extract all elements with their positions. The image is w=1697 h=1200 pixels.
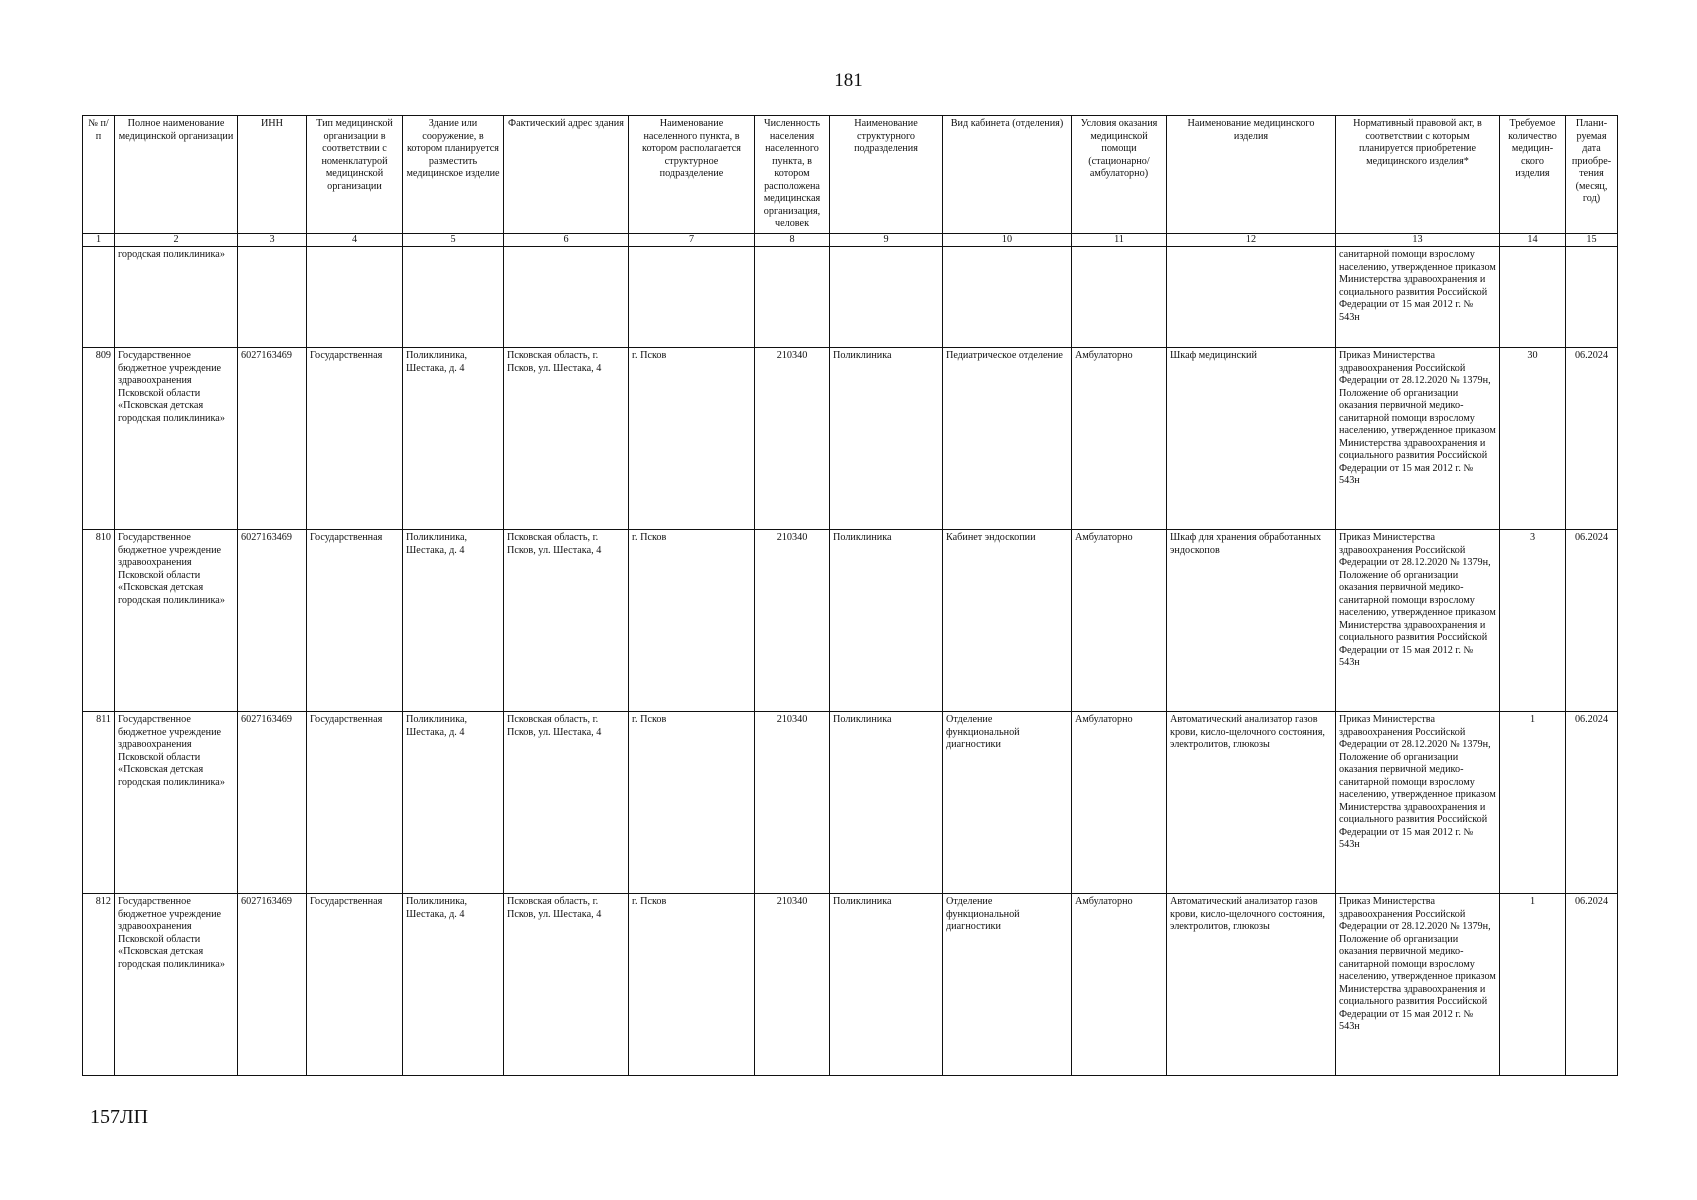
cell-inn: 6027163469	[238, 894, 307, 1076]
cell-locality: г. Псков	[629, 894, 755, 1076]
column-header: № п/п	[83, 116, 115, 234]
cell-act-continuation: санитарной помощи взрослому населению, утвержденное приказом Министерства здравоохранения и социального развития Российской Федерации от 15 мая 2012 г. № 543н	[1336, 247, 1500, 348]
cell-population: 210340	[755, 348, 830, 530]
table-row	[83, 530, 1618, 712]
column-number: 12	[1167, 234, 1336, 247]
cell-device: Шкаф для хранения обработанных эндоскопов	[1167, 530, 1336, 712]
continuation-row	[83, 247, 1618, 348]
cell-structural-unit: Поликлиника	[830, 894, 943, 1076]
cell-quantity: 1	[1500, 712, 1566, 894]
cell-conditions: Амбулаторно	[1072, 348, 1167, 530]
cell-conditions: Амбулаторно	[1072, 530, 1167, 712]
cell-structural-unit: Поликлиника	[830, 530, 943, 712]
cell-population: 210340	[755, 530, 830, 712]
cell-legal-act: Приказ Министерства здравоохранения Российской Федерации от 28.12.2020 № 1379н, Положение об организации оказания первичной медико-санитарной помощи взрослому населению, утвержденное приказом Министерства здравоохранения и социального развития Российской Федерации от 15 мая 2012 г. № 543н	[1336, 348, 1500, 530]
cell-structural-unit: Поликлиника	[830, 348, 943, 530]
cell-empty	[403, 247, 504, 348]
equipment-table	[82, 115, 1618, 1076]
cell-empty	[1566, 247, 1618, 348]
cell-quantity: 30	[1500, 348, 1566, 530]
cell-row-number: 810	[83, 530, 115, 712]
cell-building: Поликлиника, Шестака, д. 4	[403, 712, 504, 894]
column-header: Наименование населенного пункта, в котором располагается структурное подразделение	[629, 116, 755, 234]
cell-address: Псковская область, г. Псков, ул. Шестака, 4	[504, 348, 629, 530]
cell-locality: г. Псков	[629, 530, 755, 712]
cell-cabinet: Кабинет эндоскопии	[943, 530, 1072, 712]
cell-organization: Государственное бюджетное учреждение здравоохранения Псковской области «Псковская детская городская поликлиника»	[115, 712, 238, 894]
cell-row-number: 809	[83, 348, 115, 530]
column-number: 5	[403, 234, 504, 247]
cell-population: 210340	[755, 894, 830, 1076]
cell-address: Псковская область, г. Псков, ул. Шестака, 4	[504, 712, 629, 894]
cell-org-type: Государственная	[307, 894, 403, 1076]
cell-cabinet: Педиатрическое отделение	[943, 348, 1072, 530]
cell-device: Автоматический анализатор газов крови, кисло-щелочного состояния, электролитов, глюкозы	[1167, 894, 1336, 1076]
cell-empty	[1500, 247, 1566, 348]
cell-org-type: Государственная	[307, 348, 403, 530]
cell-legal-act: Приказ Министерства здравоохранения Российской Федерации от 28.12.2020 № 1379н, Положение об организации оказания первичной медико-санитарной помощи взрослому населению, утвержденное приказом Министерства здравоохранения и социального развития Российской Федерации от 15 мая 2012 г. № 543н	[1336, 894, 1500, 1076]
column-number: 15	[1566, 234, 1618, 247]
column-number: 2	[115, 234, 238, 247]
cell-empty	[307, 247, 403, 348]
table-row	[83, 348, 1618, 530]
cell-quantity: 3	[1500, 530, 1566, 712]
column-header: Плани-руемая дата приобре-тения (месяц, год)	[1566, 116, 1618, 234]
cell-structural-unit: Поликлиника	[830, 712, 943, 894]
cell-empty	[504, 247, 629, 348]
cell-row-number: 811	[83, 712, 115, 894]
column-header: ИНН	[238, 116, 307, 234]
column-header: Условия оказания медицинской помощи (стационарно/ амбулаторно)	[1072, 116, 1167, 234]
page-number: 181	[834, 70, 863, 91]
column-header: Здание или сооружение, в котором планируется разместить медицинское изделие	[403, 116, 504, 234]
cell-cabinet: Отделение функциональной диагностики	[943, 894, 1072, 1076]
column-number: 8	[755, 234, 830, 247]
cell-org-type: Государственная	[307, 712, 403, 894]
column-number: 7	[629, 234, 755, 247]
column-number: 11	[1072, 234, 1167, 247]
cell-locality: г. Псков	[629, 712, 755, 894]
table-row	[83, 712, 1618, 894]
cell-purchase-date: 06.2024	[1566, 348, 1618, 530]
cell-org-continuation: городская поликлиника»	[115, 247, 238, 348]
cell-device: Автоматический анализатор газов крови, кисло-щелочного состояния, электролитов, глюкозы	[1167, 712, 1336, 894]
column-header: Наименование структурного подразделения	[830, 116, 943, 234]
cell-address: Псковская область, г. Псков, ул. Шестака, 4	[504, 530, 629, 712]
cell-purchase-date: 06.2024	[1566, 894, 1618, 1076]
cell-org-type: Государственная	[307, 530, 403, 712]
cell-inn: 6027163469	[238, 712, 307, 894]
cell-building: Поликлиника, Шестака, д. 4	[403, 348, 504, 530]
column-header: Требуемое количество медицин-ского изделия	[1500, 116, 1566, 234]
cell-building: Поликлиника, Шестака, д. 4	[403, 894, 504, 1076]
column-header: Тип медицинской организации в соответствии с номенклатурой медицинской организации	[307, 116, 403, 234]
cell-empty	[1167, 247, 1336, 348]
cell-conditions: Амбулаторно	[1072, 712, 1167, 894]
column-number: 6	[504, 234, 629, 247]
cell-organization: Государственное бюджетное учреждение здравоохранения Псковской области «Псковская детская городская поликлиника»	[115, 348, 238, 530]
document-code: 157ЛП	[90, 1106, 149, 1128]
cell-organization: Государственное бюджетное учреждение здравоохранения Псковской области «Псковская детская городская поликлиника»	[115, 530, 238, 712]
cell-address: Псковская область, г. Псков, ул. Шестака, 4	[504, 894, 629, 1076]
column-header: Полное наименование медицинской организации	[115, 116, 238, 234]
table-row	[83, 894, 1618, 1076]
header-row	[83, 116, 1618, 234]
column-header: Фактический адрес здания	[504, 116, 629, 234]
column-number-row	[83, 234, 1618, 247]
cell-empty	[238, 247, 307, 348]
cell-quantity: 1	[1500, 894, 1566, 1076]
column-number: 10	[943, 234, 1072, 247]
cell-locality: г. Псков	[629, 348, 755, 530]
cell-row-number: 812	[83, 894, 115, 1076]
cell-purchase-date: 06.2024	[1566, 712, 1618, 894]
column-number: 3	[238, 234, 307, 247]
column-number: 1	[83, 234, 115, 247]
cell-building: Поликлиника, Шестака, д. 4	[403, 530, 504, 712]
column-header: Численность населения населенного пункта, в котором расположена медицинская организация, человек	[755, 116, 830, 234]
cell-cabinet: Отделение функциональной диагностики	[943, 712, 1072, 894]
cell-empty	[830, 247, 943, 348]
cell-device: Шкаф медицинский	[1167, 348, 1336, 530]
cell-population: 210340	[755, 712, 830, 894]
cell-legal-act: Приказ Министерства здравоохранения Российской Федерации от 28.12.2020 № 1379н, Положение об организации оказания первичной медико-санитарной помощи взрослому населению, утвержденное приказом Министерства здравоохранения и социального развития Российской Федерации от 15 мая 2012 г. № 543н	[1336, 530, 1500, 712]
cell-conditions: Амбулаторно	[1072, 894, 1167, 1076]
cell-empty	[943, 247, 1072, 348]
cell-inn: 6027163469	[238, 348, 307, 530]
cell-legal-act: Приказ Министерства здравоохранения Российской Федерации от 28.12.2020 № 1379н, Положение об организации оказания первичной медико-санитарной помощи взрослому населению, утвержденное приказом Министерства здравоохранения и социального развития Российской Федерации от 15 мая 2012 г. № 543н	[1336, 712, 1500, 894]
column-number: 14	[1500, 234, 1566, 247]
column-number: 13	[1336, 234, 1500, 247]
column-number: 4	[307, 234, 403, 247]
cell-empty	[83, 247, 115, 348]
column-header: Наименование медицинского изделия	[1167, 116, 1336, 234]
cell-organization: Государственное бюджетное учреждение здравоохранения Псковской области «Псковская детская городская поликлиника»	[115, 894, 238, 1076]
cell-empty	[1072, 247, 1167, 348]
cell-empty	[629, 247, 755, 348]
cell-empty	[755, 247, 830, 348]
cell-purchase-date: 06.2024	[1566, 530, 1618, 712]
cell-inn: 6027163469	[238, 530, 307, 712]
column-header: Вид кабинета (отделения)	[943, 116, 1072, 234]
column-number: 9	[830, 234, 943, 247]
column-header: Нормативный правовой акт, в соответствии с которым планируется приобретение медицинского изделия*	[1336, 116, 1500, 234]
